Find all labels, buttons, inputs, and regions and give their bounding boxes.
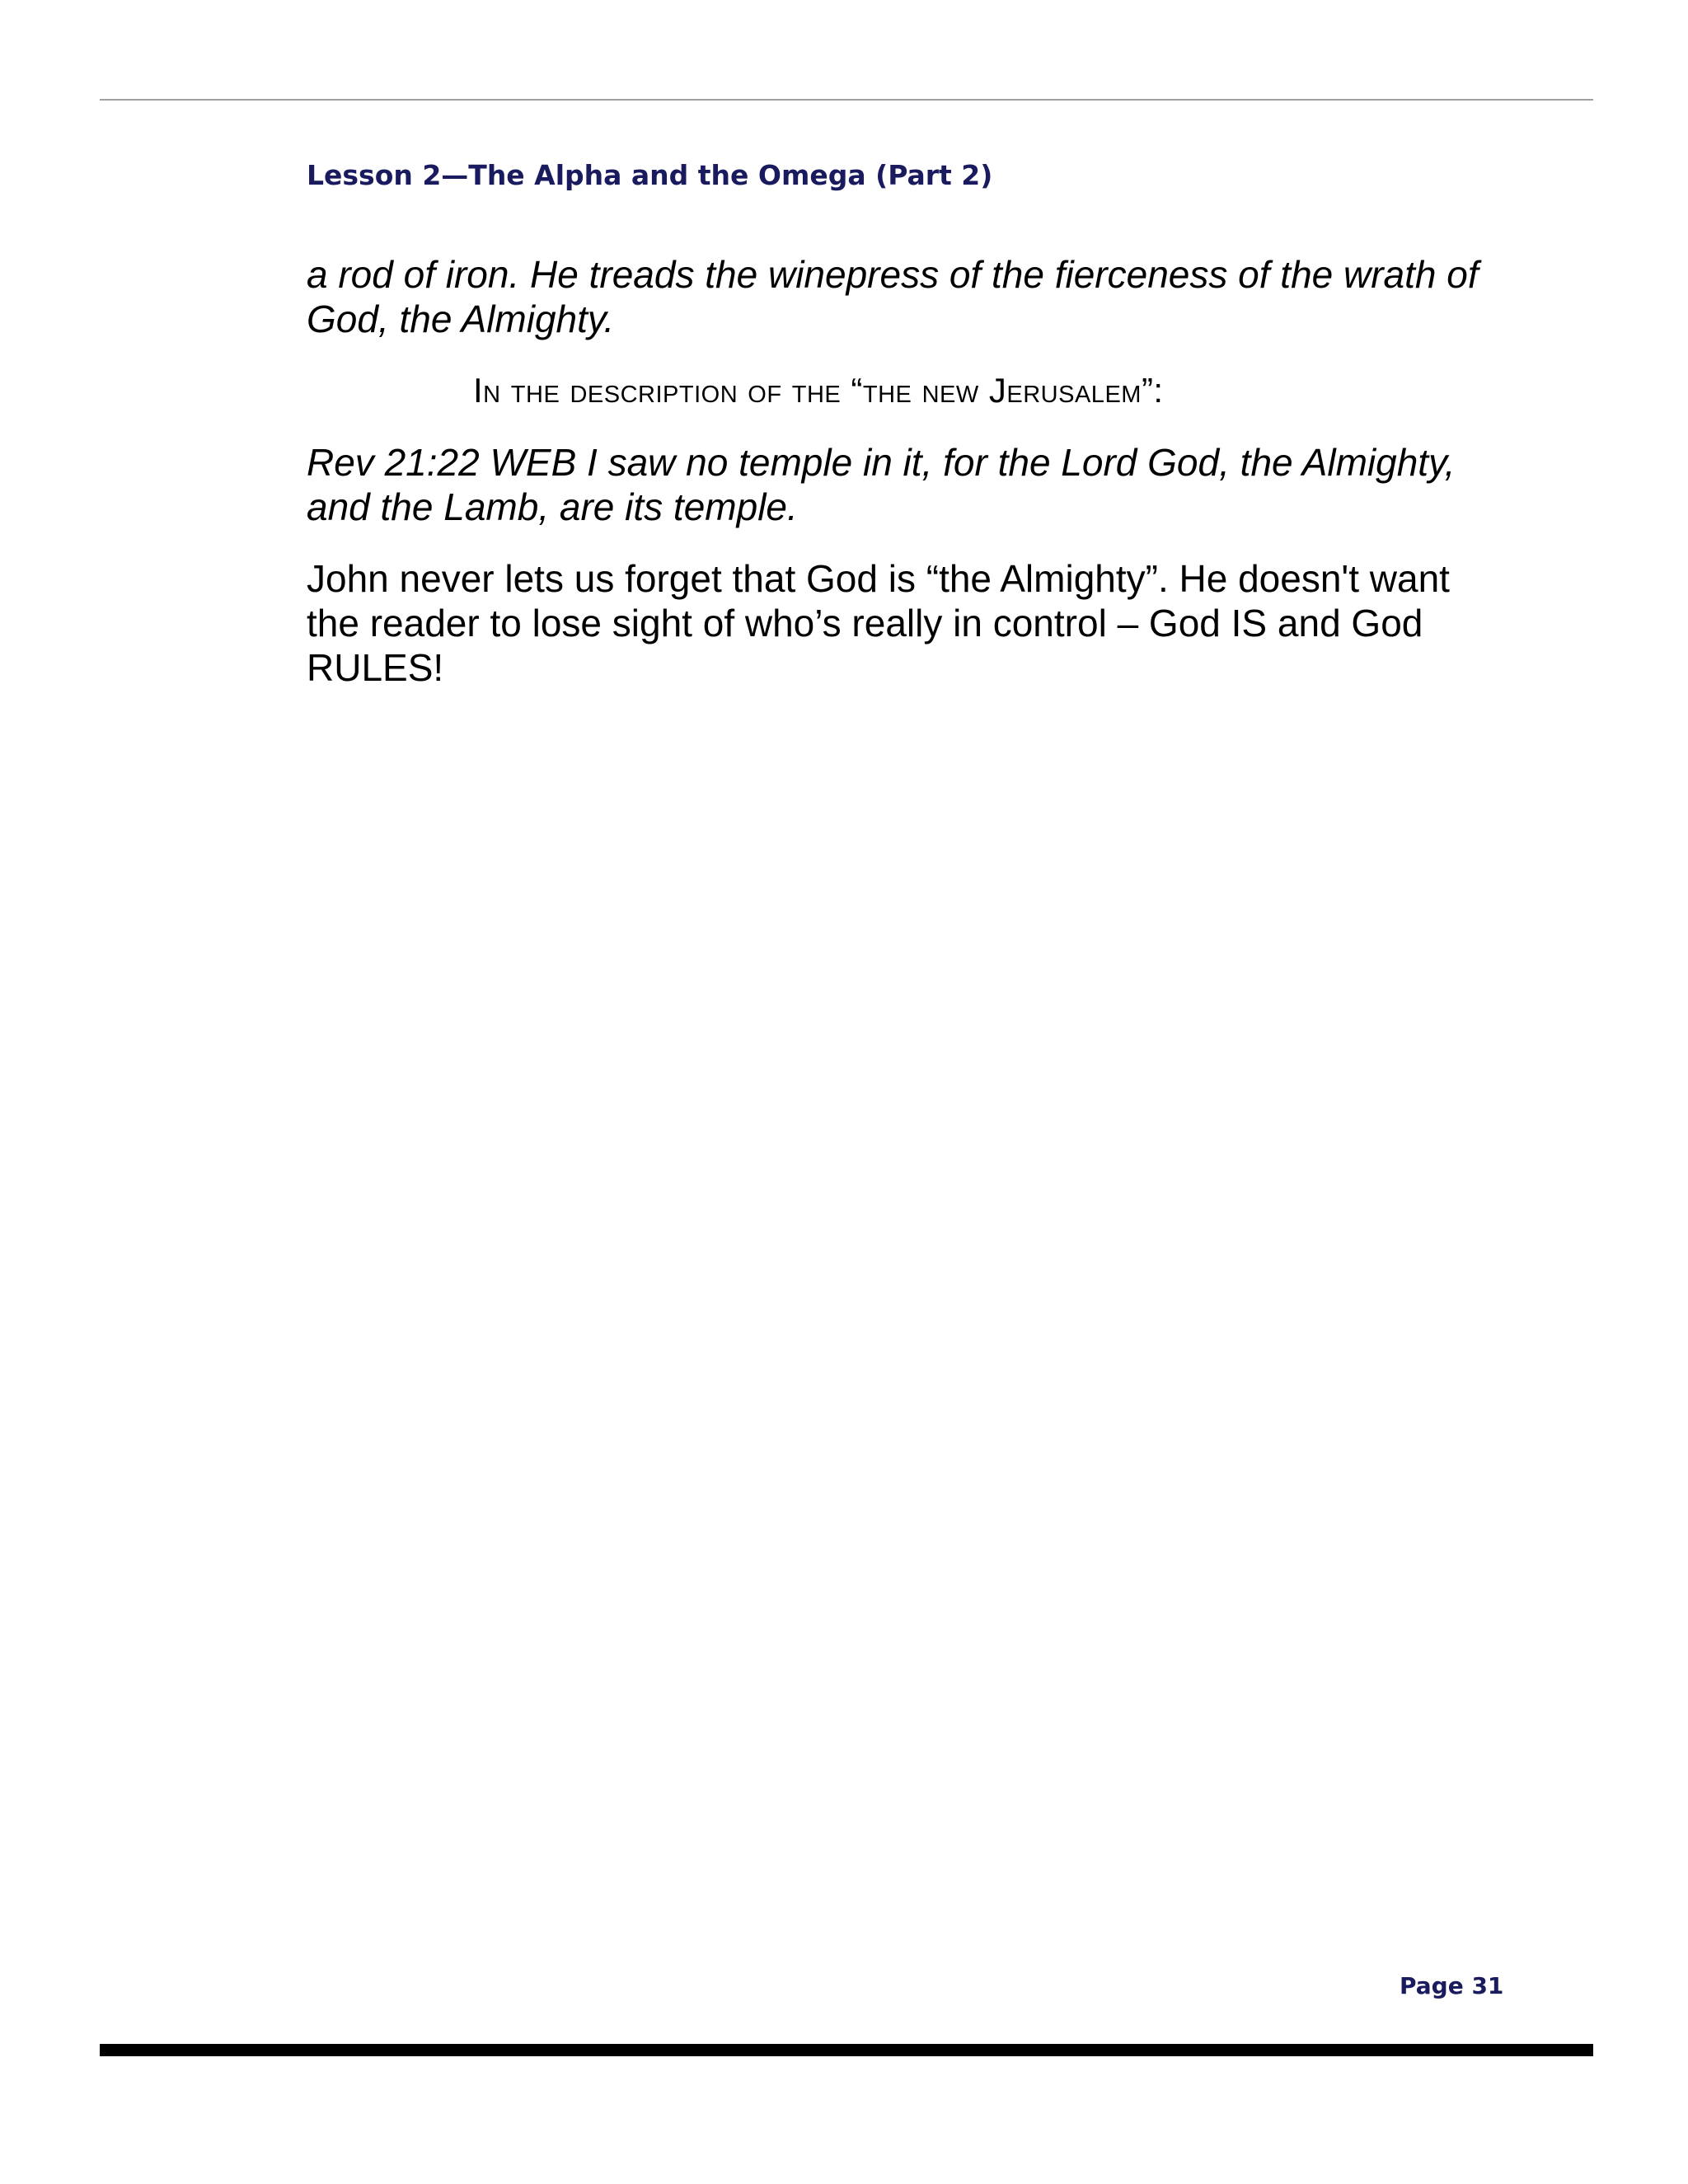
page-number: Page 31 xyxy=(1400,1972,1504,1999)
bottom-rule xyxy=(100,2044,1593,2056)
commentary-paragraph: John never lets us forget that God is “the Almighty”. He doesn't want the reader to lose sight of who’s really in control – God IS and God RULES! xyxy=(307,557,1450,689)
verse-paragraph: Rev 21:22 WEB I saw no temple in it, for the Lord God, the Almighty, and the Lamb, are its temple. xyxy=(307,441,1456,528)
section-heading: In the description of the “the new Jerusalem”: xyxy=(473,371,1164,410)
running-header-title: Lesson 2—The Alpha and the Omega (Part 2) xyxy=(307,159,993,191)
continuation-paragraph: a rod of iron. He treads the winepress of the fierceness of the wrath of God, the Almighty. xyxy=(307,253,1479,340)
top-rule xyxy=(100,99,1593,101)
page-content xyxy=(307,252,1502,690)
